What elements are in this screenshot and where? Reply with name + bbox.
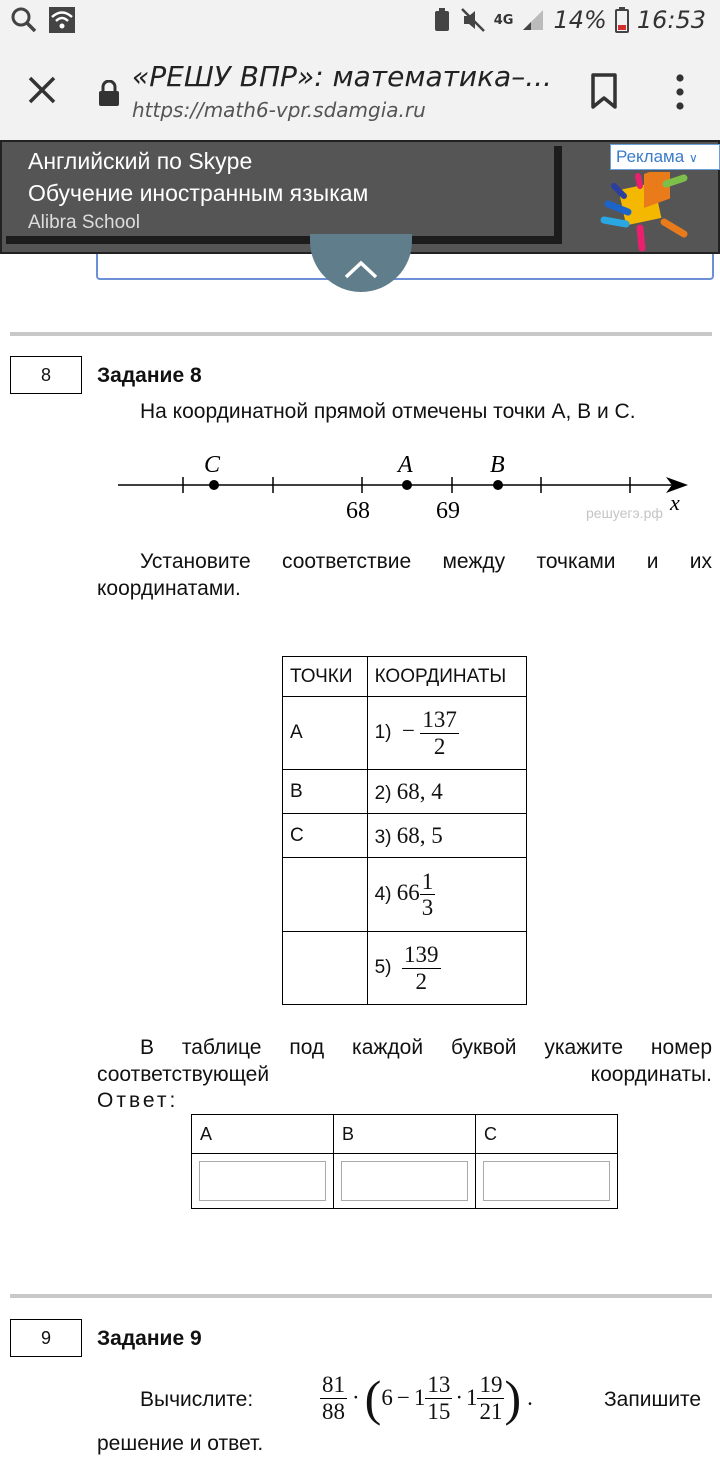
- table-header-coords: КООРДИНАТЫ: [367, 657, 526, 697]
- answer-cell: [334, 1154, 476, 1209]
- answer-input-b[interactable]: [341, 1161, 468, 1201]
- coord-option-1: [367, 697, 526, 770]
- option-number: 4): [374, 883, 392, 905]
- coord-option-5: [367, 932, 526, 1005]
- scroll-up-button[interactable]: [310, 234, 412, 292]
- fraction: [420, 707, 459, 759]
- battery-icon: [615, 7, 629, 33]
- network-type: 4G: [493, 12, 514, 28]
- fraction-numerator: 1: [421, 868, 434, 894]
- task-instruction: Установите соответствие между точками и их координатами.: [97, 550, 712, 600]
- answer-label: Ответ:: [97, 1089, 179, 1112]
- paren-right: ): [504, 1370, 522, 1426]
- more-vert-icon[interactable]: [664, 72, 696, 112]
- signal-icon: [521, 8, 545, 32]
- table-cell-point: [283, 858, 368, 932]
- table-row: [283, 814, 527, 858]
- minus-operator: −: [396, 1385, 410, 1410]
- ad-badge[interactable]: [610, 144, 720, 170]
- answer-table: [191, 1114, 618, 1209]
- dot-operator: ·: [352, 1385, 360, 1410]
- task-title: Задание 9: [97, 1327, 202, 1350]
- fraction-denominator: 15: [427, 1398, 451, 1424]
- table-cell-point: [283, 932, 368, 1005]
- battery-percent: 14%: [553, 6, 607, 34]
- number: 6: [381, 1385, 393, 1410]
- option-number: 1): [374, 722, 392, 744]
- point-b-dot: [493, 480, 503, 490]
- answer-cell: [476, 1154, 618, 1209]
- battery-saver-icon: [432, 7, 452, 33]
- answer-cell: [192, 1154, 334, 1209]
- divider: [10, 332, 712, 336]
- answer-header-row: [192, 1115, 618, 1154]
- coord-option-2: [367, 770, 526, 814]
- page-title[interactable]: «РЕШУ ВПР»: математика–...: [132, 60, 552, 93]
- ad-subtitle: Обучение иностранным языкам: [28, 180, 369, 206]
- browser-toolbar: [0, 44, 720, 140]
- fraction-denominator: 21: [479, 1398, 503, 1424]
- task9-tail: Запишите: [604, 1388, 702, 1411]
- divider: [10, 1294, 712, 1298]
- answer-header-a: A: [192, 1115, 334, 1154]
- answer-header-c: C: [476, 1115, 618, 1154]
- option-number: 5): [374, 957, 392, 979]
- task-number-box[interactable]: 8: [10, 356, 82, 394]
- axis-label: x: [670, 490, 680, 515]
- fraction-numerator: 81: [322, 1372, 345, 1398]
- mixed-whole: 66: [396, 879, 420, 905]
- watermark: решуегэ.рф: [586, 505, 663, 521]
- point-c-label: C: [204, 452, 221, 478]
- option-number: 2): [374, 782, 392, 804]
- table-row: [283, 932, 527, 1005]
- point-a-label: A: [398, 452, 413, 478]
- answer-input-a[interactable]: [199, 1161, 326, 1201]
- answer-input-c[interactable]: [483, 1161, 610, 1201]
- fraction-denominator: 3: [421, 895, 434, 920]
- period: .: [527, 1385, 533, 1410]
- answer-header-b: B: [334, 1115, 476, 1154]
- lock-icon: [98, 80, 120, 106]
- math-sign: −: [402, 718, 416, 744]
- fraction: [425, 1372, 452, 1424]
- fraction: [320, 1372, 347, 1424]
- chevron-up-icon: [343, 258, 379, 280]
- compute-label: Вычислите:: [140, 1388, 254, 1411]
- fraction-numerator: 139: [404, 942, 439, 968]
- dot-operator: ·: [455, 1385, 463, 1410]
- answer-instruction: В таблице под каждой буквой укажите номер соответствующей координаты.: [97, 1036, 712, 1086]
- tick-label-68: 68: [346, 498, 370, 524]
- fraction-numerator: 137: [422, 707, 457, 733]
- mixed-whole: 1: [465, 1385, 478, 1410]
- math-expression: [320, 1366, 533, 1430]
- wifi-icon: [48, 6, 76, 34]
- ad-source: Alibra School: [28, 212, 140, 233]
- search-icon: [10, 6, 38, 34]
- coord-option-3: [367, 814, 526, 858]
- fraction: [402, 942, 441, 994]
- mixed-whole: 1: [413, 1385, 426, 1410]
- fraction-denominator: 88: [322, 1398, 345, 1424]
- table-cell-point: B: [283, 770, 368, 814]
- fraction-denominator: 2: [415, 968, 428, 994]
- tick-label-69: 69: [436, 498, 460, 524]
- fraction: [477, 1372, 504, 1424]
- chevron-down-icon: ∨: [688, 151, 698, 165]
- ad-badge-label: Реклама: [616, 147, 685, 166]
- task-intro: На координатной прямой отмечены точки A, B и C.: [140, 400, 636, 423]
- fraction: [420, 869, 436, 921]
- point-a-dot: [402, 480, 412, 490]
- answer-input-row: [192, 1154, 618, 1209]
- table-header-row: [283, 657, 527, 697]
- fraction-numerator: 19: [479, 1372, 503, 1398]
- option-value: 68, 5: [396, 822, 443, 848]
- page-url[interactable]: https://math6-vpr.sdamgia.ru: [132, 98, 426, 122]
- table-row: [283, 858, 527, 932]
- status-bar: [0, 0, 720, 44]
- task-title: Задание 8: [97, 364, 202, 387]
- ad-title: Английский по Skype: [28, 148, 253, 174]
- ad-logo-icon: [600, 172, 690, 252]
- ad-text-box[interactable]: [6, 146, 562, 244]
- table-header-points: ТОЧКИ: [283, 657, 368, 697]
- fraction-denominator: 2: [433, 733, 446, 759]
- option-value: 68, 4: [396, 778, 443, 804]
- bookmark-icon[interactable]: [588, 72, 620, 110]
- table-cell-point: A: [283, 697, 368, 770]
- mute-icon: [460, 7, 486, 33]
- option-number: 3): [374, 826, 392, 848]
- task9-tail-line2: решение и ответ.: [97, 1432, 264, 1455]
- coord-option-4: [367, 858, 526, 932]
- fraction-numerator: 13: [427, 1372, 451, 1398]
- point-b-label: B: [490, 452, 505, 478]
- table-row: [283, 697, 527, 770]
- task-number-box[interactable]: 9: [10, 1319, 82, 1357]
- table-row: [283, 770, 527, 814]
- clock: 16:53: [636, 6, 706, 34]
- matching-table: [282, 656, 527, 1005]
- table-cell-point: C: [283, 814, 368, 858]
- paren-left: (: [364, 1370, 382, 1426]
- point-c-dot: [209, 480, 219, 490]
- close-icon[interactable]: [24, 72, 60, 108]
